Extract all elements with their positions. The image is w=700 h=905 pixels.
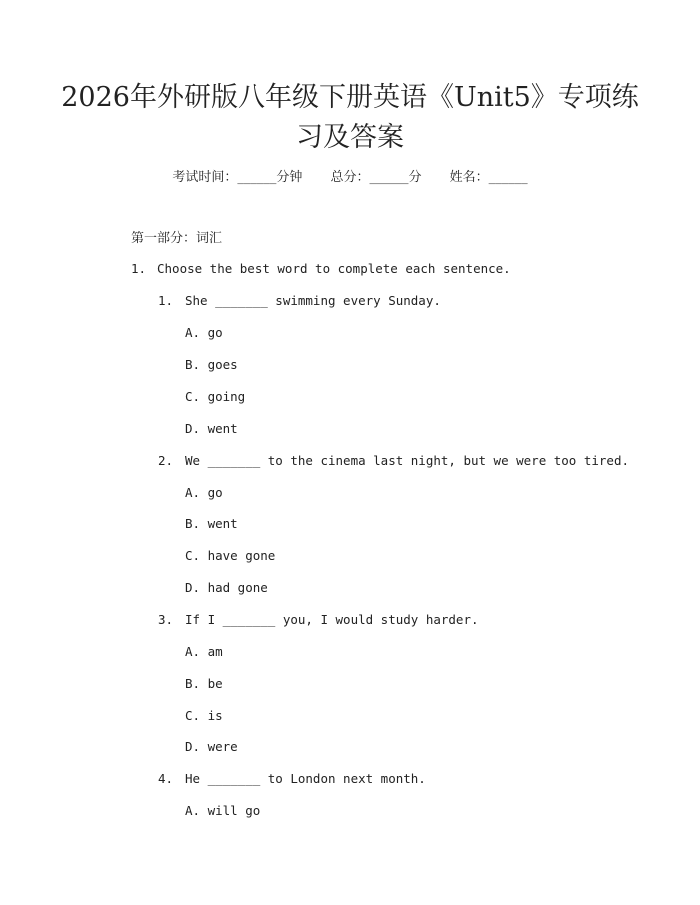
- answer-option: B. went: [185, 516, 238, 531]
- question-text: If I _______ you, I would study harder.: [185, 612, 479, 627]
- answer-option: A. go: [185, 485, 223, 500]
- question-number: 1.: [158, 293, 174, 308]
- answer-option: B. goes: [185, 357, 238, 372]
- answer-option: B. be: [185, 676, 223, 691]
- instruction-number: 1.: [131, 261, 147, 276]
- question-text: We _______ to the cinema last night, but we were too tired.: [185, 453, 630, 468]
- answer-option: D. went: [185, 421, 238, 436]
- exam-meta: [0, 168, 700, 188]
- instruction-text: Choose the best word to complete each sentence.: [157, 261, 511, 276]
- answer-option: D. were: [185, 739, 238, 754]
- answer-option: C. have gone: [185, 548, 276, 563]
- question-text: He _______ to London next month.: [185, 771, 426, 786]
- question-number: 2.: [158, 453, 174, 468]
- exam-time-label: 考试时间：______分钟: [172, 170, 303, 185]
- answer-option: D. had gone: [185, 580, 268, 595]
- question-number: 4.: [158, 771, 174, 786]
- answer-option: C. going: [185, 389, 246, 404]
- question-text: She _______ swimming every Sunday.: [185, 293, 441, 308]
- question-number: 3.: [158, 612, 174, 627]
- total-score-label: 总分：______分: [330, 170, 422, 185]
- document-title: 2026年外研版八年级下册英语《Unit5》专项练习及答案: [61, 82, 639, 153]
- answer-option: C. is: [185, 708, 223, 723]
- answer-option: A. am: [185, 644, 223, 659]
- answer-option: A. will go: [185, 803, 261, 818]
- section-heading: 第一部分：词汇: [131, 231, 223, 246]
- answer-option: A. go: [185, 325, 223, 340]
- student-name-label: 姓名：______: [449, 170, 528, 185]
